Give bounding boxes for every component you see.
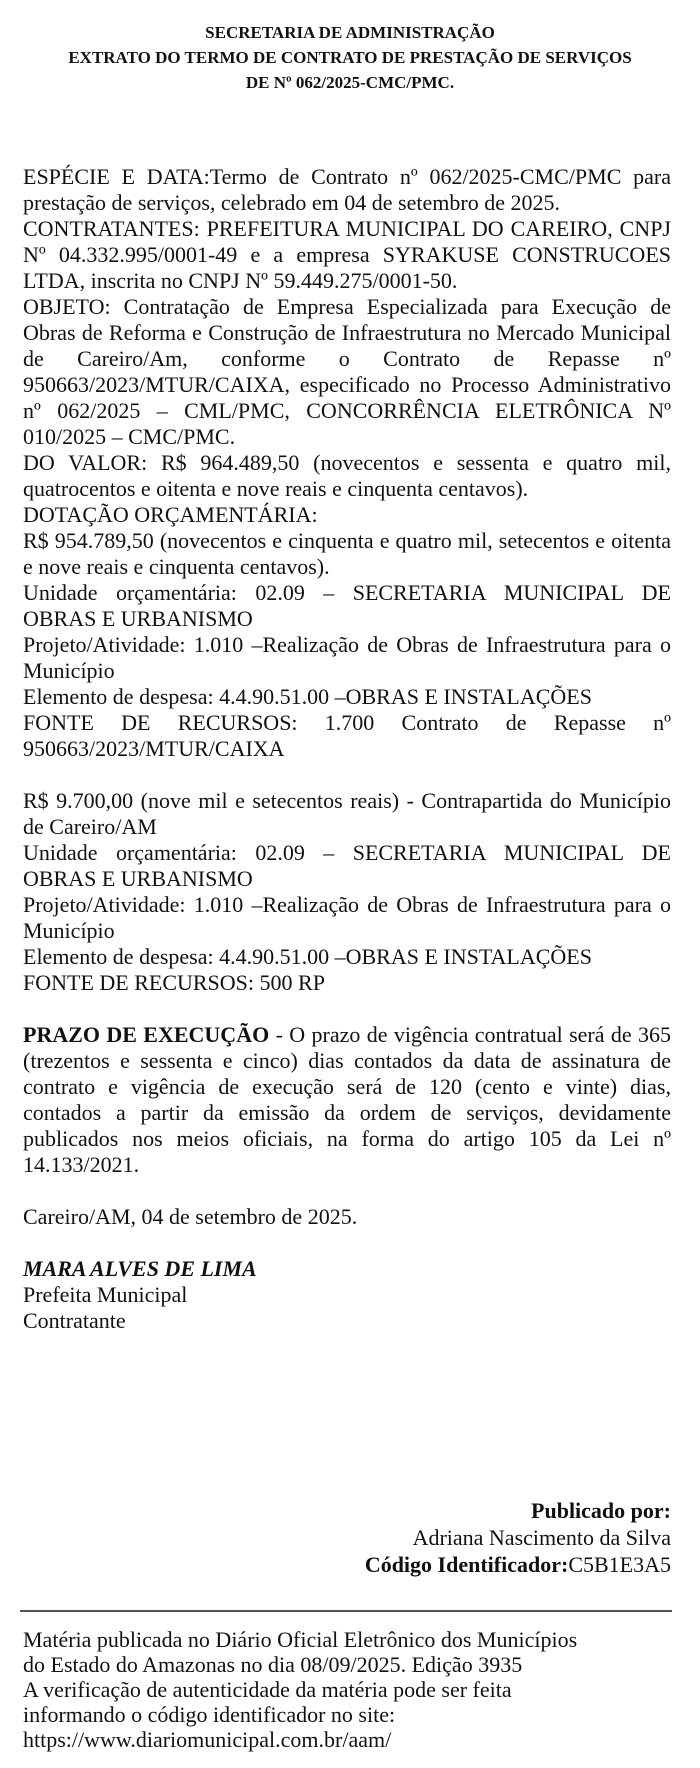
footer-line-1: Matéria publicada no Diário Oficial Eletrônico dos Municípios [23,1627,578,1652]
header-line-1: SECRETARIA DE ADMINISTRAÇÃO [205,23,495,42]
dotacao2-projeto: Projeto/Atividade: 1.010 –Realização de Obras de Infraestrutura para o Município [23,892,671,943]
dotacao1-fonte: FONTE DE RECURSOS: 1.700 Contrato de Repasse nº 950663/2023/MTUR/CAIXA [23,710,671,761]
spacer [23,996,671,1022]
published-label: Publicado por: [531,1498,671,1523]
signatory-name: MARA ALVES DE LIMA [23,1256,257,1281]
header-line-3: DE Nº 062/2025-CMC/PMC. [245,73,455,92]
dotacao2-unidade: Unidade orçamentária: 02.09 – SECRETARIA MUNICIPAL DE OBRAS E URBANISMO [23,840,671,891]
document-header [0,20,700,95]
dotacao1-valor: R$ 954.789,50 (novecentos e cinquenta e quatro mil, setecentos e oitenta e nove reais e cinquenta centavos). [23,528,671,579]
footer-url[interactable]: https://www.diariomunicipal.com.br/aam/ [23,1727,392,1752]
publication-footer [23,1627,673,1752]
dotacao1-unidade: Unidade orçamentária: 02.09 – SECRETARIA MUNICIPAL DE OBRAS E URBANISMO [23,580,671,631]
especie-paragraph: ESPÉCIE E DATA:Termo de Contrato nº 062/2025-CMC/PMC para prestação de serviços, celebrado em 04 de setembro de 2025. [23,164,671,215]
dotacao2-elemento: Elemento de despesa: 4.4.90.51.00 –OBRAS E INSTALAÇÕES [23,944,592,969]
footer-divider [20,1610,672,1612]
prazo-label: PRAZO DE EXECUÇÃO [23,1022,270,1047]
footer-line-3: A verificação de autenticidade da matéria pode ser feita [23,1677,512,1702]
spacer [23,1230,671,1256]
footer-line-2: do Estado do Amazonas no dia 08/09/2025. Edição 3935 [23,1652,523,1677]
identifier-code-label: Código Identificador: [364,1552,569,1577]
published-by-block [31,1497,671,1578]
identifier-code-value: C5B1E3A5 [568,1552,671,1577]
prazo-paragraph [23,1022,671,1178]
dotacao2-fonte: FONTE DE RECURSOS: 500 RP [23,970,325,995]
header-line-2: EXTRATO DO TERMO DE CONTRATO DE PRESTAÇÃO DE SERVIÇOS [68,48,632,67]
document-body [23,164,671,1334]
signatory-party: Contratante [23,1308,126,1333]
contratantes-paragraph: CONTRATANTES: PREFEITURA MUNICIPAL DO CAREIRO, CNPJ Nº 04.332.995/0001-49 e a empresa SYRAKUSE CONSTRUCOES LTDA, inscrita no CNPJ Nº 59.449.275/0001-50. [23,216,671,293]
identifier-code [31,1551,671,1578]
spacer [23,1178,671,1204]
objeto-paragraph: OBJETO: Contratação de Empresa Especializada para Execução de Obras de Reforma e Construção de Infraestrutura no Mercado Municipal de Careiro/Am, conforme o Contrato de Repasse nº 950663/2023/MTUR/CAIXA, especificado no Processo Administrativo nº 062/2025 – CML/PMC, CONCORRÊNCIA ELETRÔNICA Nº 010/2025 – CMC/PMC. [23,294,671,449]
footer-line-4: informando o código identificador no site: [23,1702,396,1727]
dotacao1-projeto: Projeto/Atividade: 1.010 –Realização de Obras de Infraestrutura para o Município [23,632,671,683]
publisher-name: Adriana Nascimento da Silva [412,1525,671,1550]
prazo-text: - O prazo de vigência contratual será de 365 (trezentos e sessenta e cinco) dias contados da data de assinatura de contrato e vigência de execução será de 120 (cento e vinte) dias, contados a partir da emissão da ordem de serviços, devidamente publicados nos meios oficiais, na forma do artigo 105 da Lei nº 14.133/2021. [23,1022,671,1177]
valor-paragraph: DO VALOR: R$ 964.489,50 (novecentos e sessenta e quatro mil, quatrocentos e oitenta e nove reais e cinquenta centavos). [23,450,671,501]
dotacao1-elemento: Elemento de despesa: 4.4.90.51.00 –OBRAS E INSTALAÇÕES [23,684,592,709]
signatory-role: Prefeita Municipal [23,1282,188,1307]
local-data: Careiro/AM, 04 de setembro de 2025. [23,1204,358,1229]
dotacao-title: DOTAÇÃO ORÇAMENTÁRIA: [23,502,318,527]
spacer [23,762,671,788]
dotacao2-valor: R$ 9.700,00 (nove mil e setecentos reais) - Contrapartida do Município de Careiro/AM [23,788,671,839]
